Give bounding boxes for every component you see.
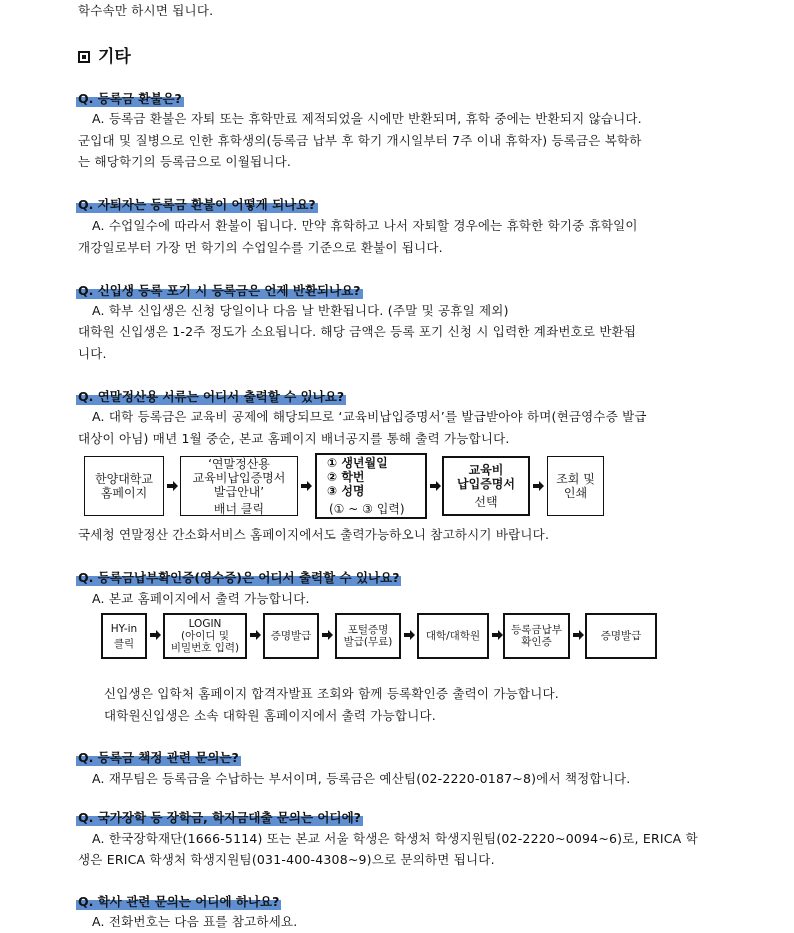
flow-step-text: 한양대학교 — [95, 472, 153, 486]
flow-step-certificate — [442, 456, 530, 516]
flow-step-text: (아이디 및 — [180, 630, 229, 642]
answer-text: 신입생은 입학처 홈페이지 합격자발표 조회와 함께 등록확인증 출력이 가능합니다. — [104, 686, 559, 701]
flow-step-text: 포털증명 — [347, 624, 389, 636]
body-text: 학수속만 하시면 됩니다. — [78, 3, 214, 18]
arrow-right-icon — [150, 630, 161, 640]
flow-step-univ — [417, 613, 489, 659]
flow-step-text: ‘연말정산용 — [208, 456, 270, 471]
answer-text: A. 전화번호는 다음 표를 참고하세요. — [92, 914, 298, 929]
flow-step-portal-cert — [335, 613, 401, 659]
answer-text: A. 한국장학재단(1666-5114) 또는 본교 서울 학생은 학생처 학생지원팀(02-2220~0094~6)로, ERICA 학 — [92, 831, 698, 846]
flow-step-text: 등록금납부 — [511, 624, 562, 636]
flow-step-cert-issue — [263, 613, 319, 659]
arrow-right-icon — [167, 481, 178, 491]
answer-text: 개강일로부터 가장 먼 학기의 수업일수를 기준으로 환불이 됩니다. — [78, 240, 443, 255]
question-heading: Q. 등록금 책정 관련 문의는? — [78, 750, 239, 765]
question-heading: Q. 연말정산용 서류는 어디서 출력할 수 있나요? — [78, 389, 345, 404]
flow-step-hyin — [101, 613, 147, 659]
arrow-right-icon — [573, 630, 584, 640]
arrow-right-icon — [301, 481, 312, 491]
section-title: 기타 — [98, 47, 131, 67]
answer-text: A. 대학 등록금은 교육비 공제에 해당되므로 ‘교육비납입증명서’를 발급받아야 하며(현금영수증 발급 — [92, 409, 647, 424]
flow-step-text: HY-in — [110, 622, 138, 635]
flow-step-text: 발급안내’ — [213, 484, 265, 499]
flow-step-banner — [180, 456, 298, 516]
flow-step-text: ③ 성명 — [327, 484, 365, 498]
flow-step-text: 확인증 — [521, 636, 552, 648]
answer-text: A. 학부 신입생은 신청 당일이나 다음 날 반환됩니다. (주말 및 공휴일 제외) — [92, 303, 509, 318]
flow-step-text: 증명발급 — [270, 630, 312, 642]
question-heading: Q. 국가장학 등 장학금, 학자금대출 문의는 어디에? — [78, 810, 361, 825]
answer-text: 대상이 아님) 매년 1월 중순, 본교 홈페이지 배너공지를 통해 출력 가능합니다. — [78, 431, 510, 446]
question-heading: Q. 자퇴자는 등록금 환불이 어떻게 되나요? — [78, 197, 316, 212]
question-heading: Q. 신입생 등록 포기 시 등록금은 언제 반환되나요? — [78, 283, 361, 298]
flow-step-text: 발급(무료) — [343, 636, 393, 648]
answer-text: 대학원 신입생은 1-2주 정도가 소요됩니다. 해당 금액은 등록 포기 신청 시 입력한 계좌번호로 반환됩 — [78, 324, 637, 339]
arrow-right-icon — [533, 481, 544, 491]
answer-text: A. 재무팀은 등록금을 수납하는 부서이며, 등록금은 예산팀(02-2220-0187~8)에서 책정합니다. — [92, 771, 631, 786]
flow-step-text: 비밀번호 입력) — [170, 642, 240, 654]
arrow-right-icon — [250, 630, 261, 640]
answer-text: 대학원신입생은 소속 대학원 홈페이지에서 출력 가능합니다. — [104, 708, 436, 723]
flow-step-text: 클릭 — [113, 637, 135, 650]
answer-text: 군입대 및 질병으로 인한 휴학생의(등록금 납부 후 학기 개시일부터 7주 이내 휴학자) 등록금은 복학하 — [78, 133, 642, 148]
arrow-right-icon — [430, 481, 441, 491]
section-heading — [78, 42, 131, 67]
flow-step-text: (① ~ ③ 입력) — [329, 502, 405, 516]
question-heading: Q. 등록금납부확인증(영수증)은 어디서 출력할 수 있나요? — [78, 570, 400, 585]
flow-step-text: 홈페이지 — [100, 486, 148, 500]
flow-step-input-info — [315, 453, 427, 519]
answer-text: A. 등록금 환불은 자퇴 또는 휴학만료 제적되었을 시에만 반환되며, 휴학 중에는 반환되지 않습니다. — [92, 111, 642, 126]
flow-step-text: LOGIN — [188, 618, 222, 630]
question-heading: Q. 등록금 환불은? — [78, 91, 182, 106]
flow-step-text: 조회 및 — [556, 472, 595, 486]
arrow-right-icon — [404, 630, 415, 640]
flow-step-payment-cert — [503, 613, 570, 659]
flow-step-text: ① 생년월일 — [327, 456, 388, 470]
flow-step-text: 배너 클릭 — [213, 501, 265, 516]
answer-text: 생은 ERICA 학생처 학생지원팀(031-400-4308~9)으로 문의하면 됩니다. — [78, 852, 495, 867]
arrow-right-icon — [492, 630, 503, 640]
answer-text: 니다. — [78, 346, 107, 361]
flow-step-text: 인쇄 — [563, 486, 588, 500]
flow-step-print — [547, 456, 604, 516]
flow-step-login — [163, 613, 247, 659]
square-bullet-icon — [78, 51, 90, 63]
answer-text: 는 해당학기의 등록금으로 이월됩니다. — [78, 154, 292, 169]
flow-step-text: 교육비납입증명서 — [192, 470, 286, 485]
flow-step-cert-issue-final — [585, 613, 657, 659]
arrow-right-icon — [322, 630, 333, 640]
flow-step-text: 교육비 — [468, 463, 504, 477]
flow-step-text: 선택 — [474, 495, 498, 509]
answer-text: A. 수업일수에 따라서 환불이 됩니다. 만약 휴학하고 나서 자퇴할 경우에는 휴학한 학기중 휴학일이 — [92, 218, 638, 233]
flow-step-text: 대학/대학원 — [425, 630, 481, 642]
flow-step-text: ② 학번 — [327, 470, 365, 484]
flow-step-text: 증명발급 — [600, 630, 642, 642]
answer-text: A. 본교 홈페이지에서 출력 가능합니다. — [92, 591, 310, 606]
flow-step-homepage — [84, 456, 164, 516]
flow-step-text: 납입증명서 — [457, 477, 515, 491]
answer-text: 국세청 연말정산 간소화서비스 홈페이지에서도 출력가능하오니 참고하시기 바랍니다. — [78, 527, 550, 542]
question-heading: Q. 학사 관련 문의는 어디에 하나요? — [78, 894, 280, 909]
